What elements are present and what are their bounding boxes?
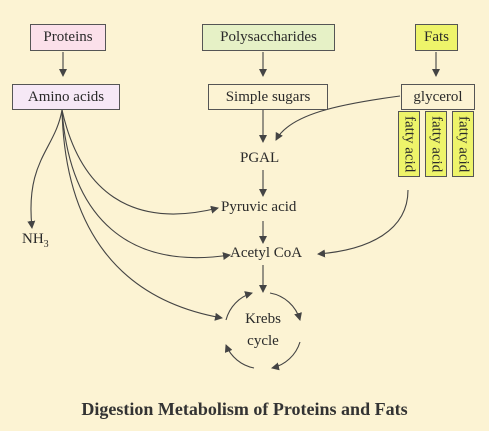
pgal-label: PGAL: [240, 150, 280, 166]
amino-acids-box: [12, 84, 120, 110]
fatty-acid-box-1: [398, 111, 420, 177]
simple-sugars-box: [208, 84, 328, 110]
fats-box: [415, 24, 458, 51]
proteins-box: [30, 24, 106, 51]
simple-sugars-label: Simple sugars: [225, 88, 311, 105]
fatty-acid-label-3: fatty acid: [455, 115, 472, 173]
figure-caption: Digestion Metabolism of Proteins and Fats: [81, 399, 408, 419]
acetyl-coa-label: Acetyl CoA: [230, 245, 303, 261]
glycerol-label: glycerol: [413, 88, 463, 105]
glycerol-box: [401, 84, 475, 110]
nh3-label: [22, 231, 49, 250]
pyruvic-acid-label: Pyruvic acid: [221, 199, 297, 215]
nh3-subscript: 3: [43, 239, 49, 250]
fatty-acid-label-2: fatty acid: [428, 115, 445, 173]
nh3-text: NH: [22, 231, 44, 247]
proteins-label: Proteins: [43, 29, 93, 45]
polysaccharides-label: Polysaccharides: [220, 29, 317, 45]
polysaccharides-box: [202, 24, 335, 51]
fatty-acid-label-1: fatty acid: [401, 115, 418, 173]
arrow-amino-to-acetyl: [62, 110, 230, 258]
krebs-cycle-label: [223, 308, 303, 352]
amino-acids-label: Amino acids: [27, 88, 105, 105]
arrow-amino-to-nh3: [31, 110, 62, 228]
fats-label: Fats: [423, 29, 449, 45]
fatty-acid-box-3: [452, 111, 474, 177]
krebs-line-1: Krebs: [245, 311, 281, 327]
fatty-acid-box-2: [425, 111, 447, 177]
arrow-fattyacid-to-acetyl: [318, 190, 408, 254]
arrow-amino-to-krebs: [62, 110, 222, 318]
krebs-line-2: cycle: [247, 333, 279, 349]
